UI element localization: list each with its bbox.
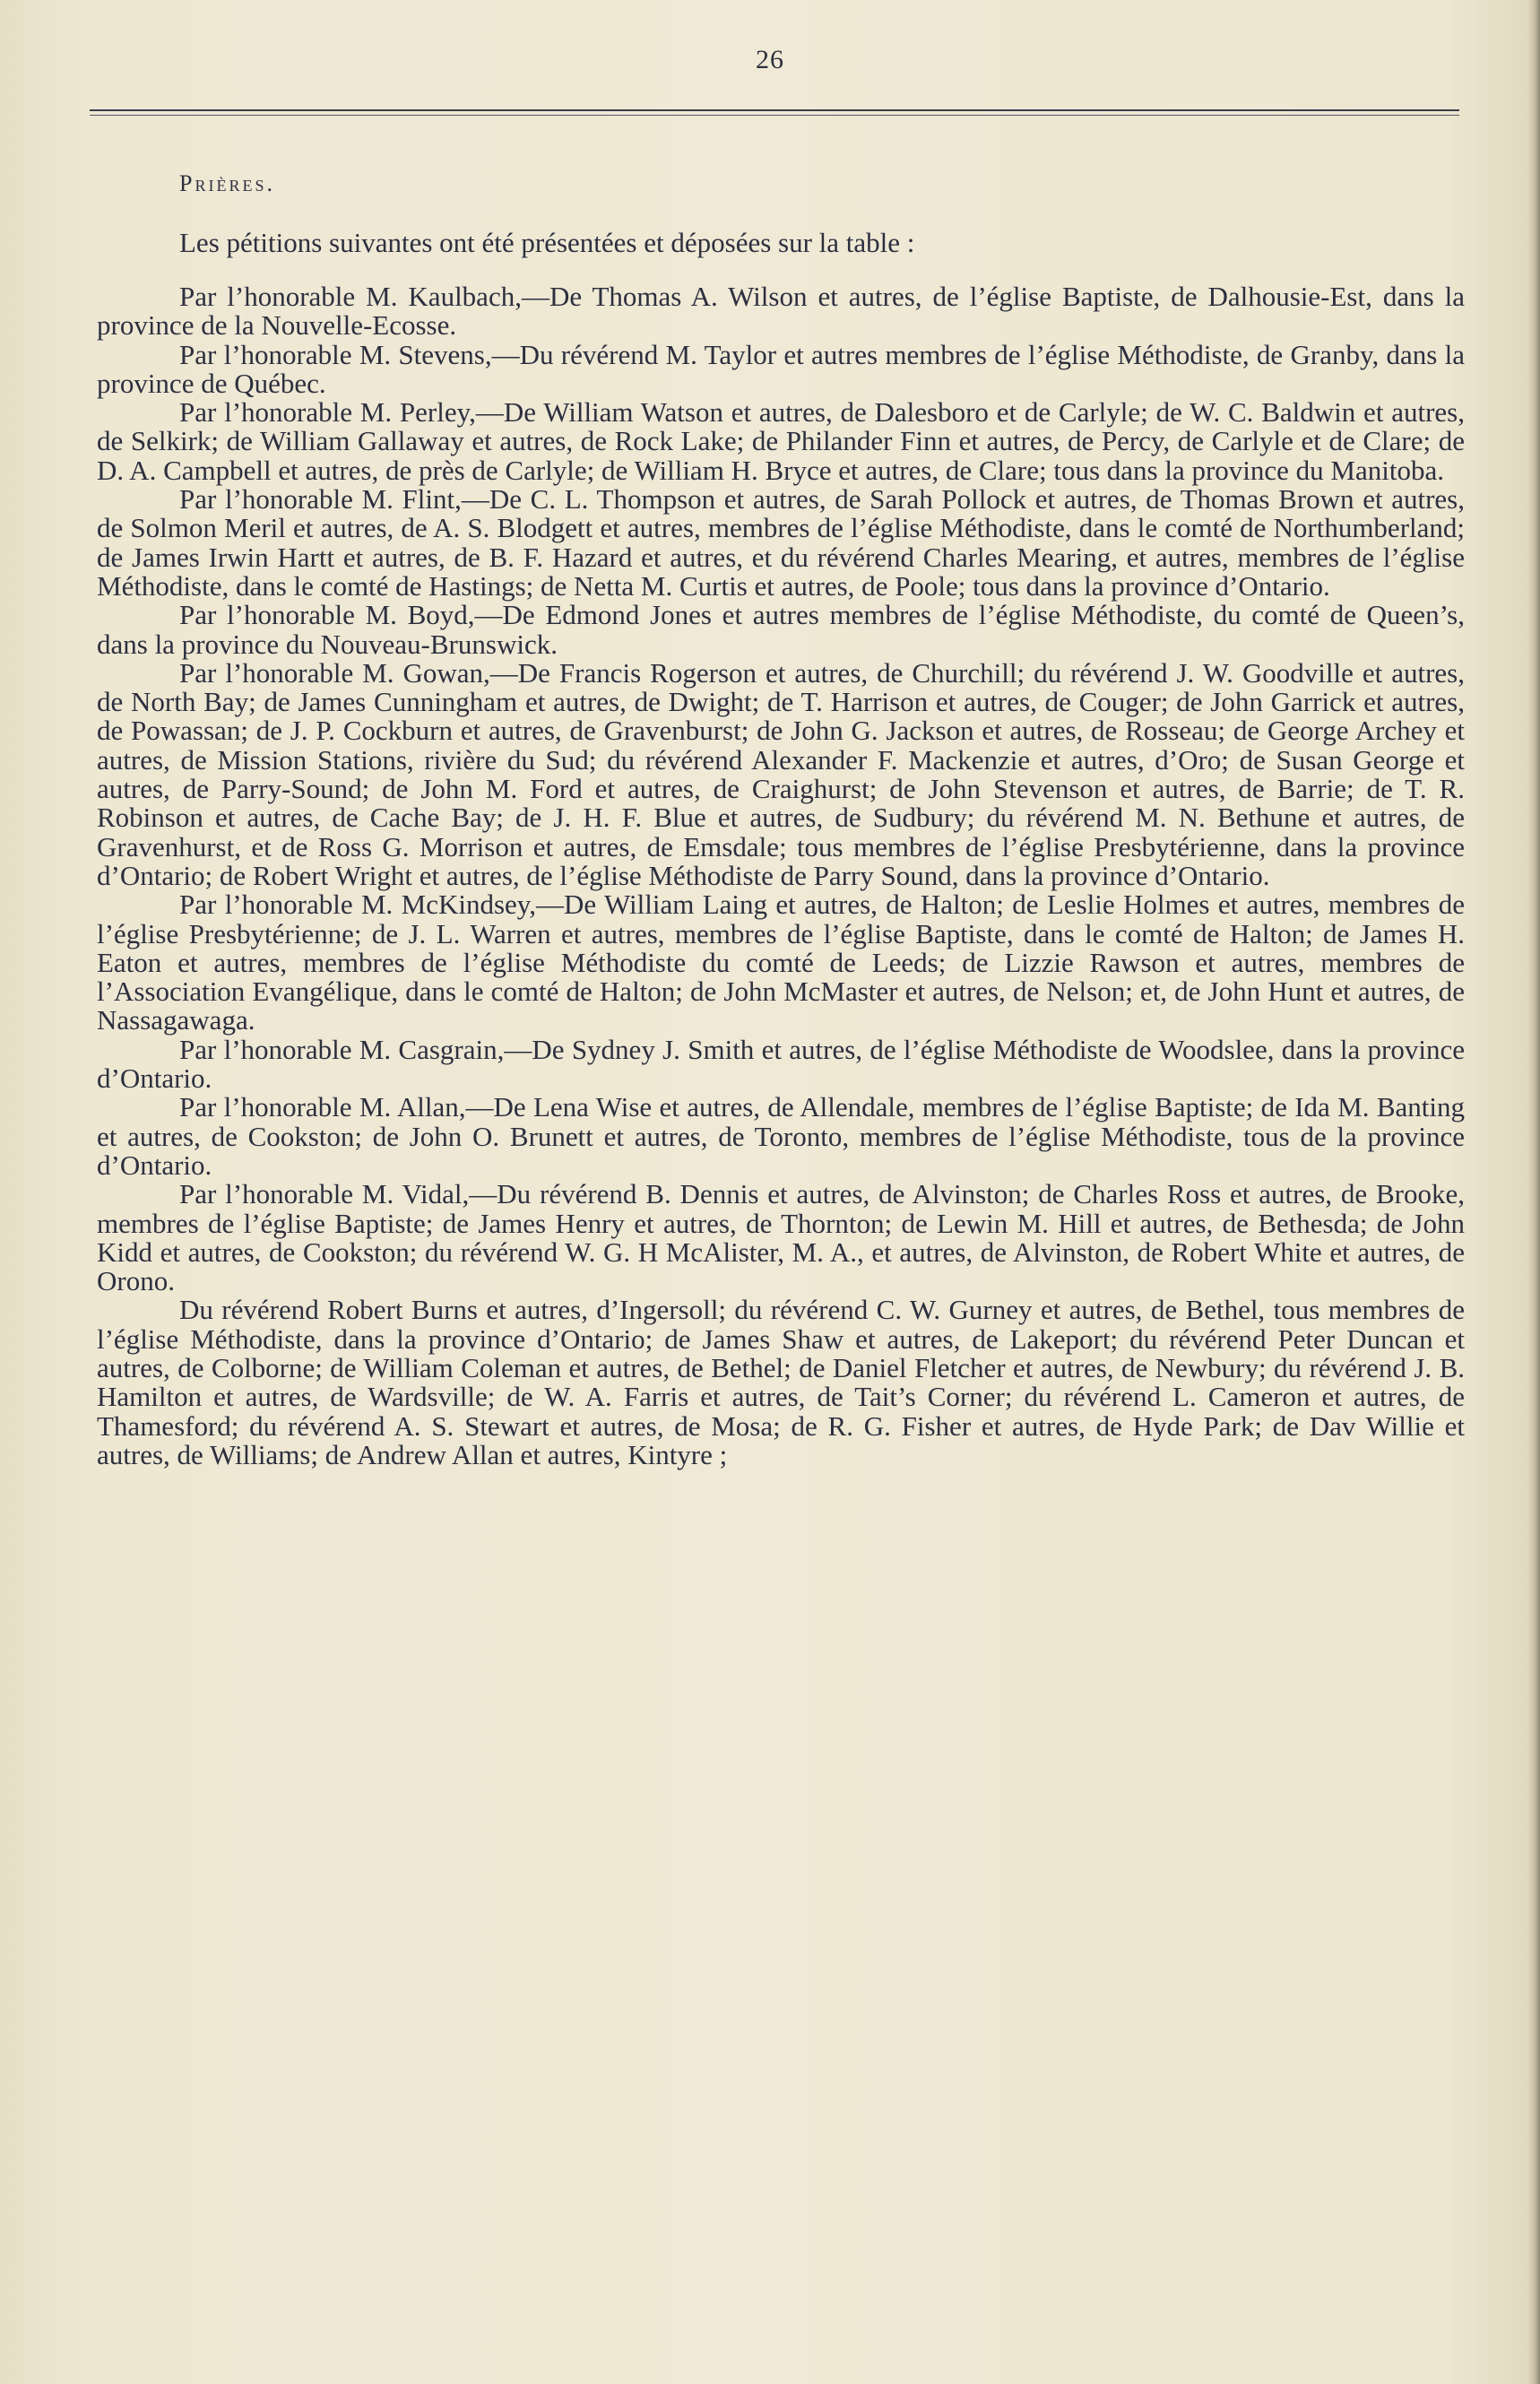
- page-number: 26: [756, 45, 784, 74]
- paragraph-casgrain: Par l’honorable M. Casgrain,—De Sydney J. Smith et autres, de l’église Méthodiste de Woodslee, dans la province d’Ontario.: [97, 1033, 1465, 1095]
- section-heading: Prières.: [179, 170, 275, 196]
- paragraph-stevens: Par l’honorable M. Stevens,—Du révérend M. Taylor et autres membres de l’église Méthodiste, de Granby, dans la province de Québec.: [97, 338, 1465, 399]
- paragraph-burns: Du révérend Robert Burns et autres, d’Ingersoll; du révérend C. W. Gurney et autres, de Bethel, tous membres de l’église Méthodiste, dans la province d’Ontario; de James Shaw et autres, de Lakeport; du révérend Peter Duncan et autres, de Colborne; de William Coleman et autres, de Bethel; de Daniel Fletcher et autres, de Newbury; du révérend J. B. Hamilton et autres, de Wardsville; de W. A. Farris et autres, de Tait’s Corner; du révérend L. Cameron et autres, de Thamesford; du révérend A. S. Stewart et autres, de Mosa; de R. G. Fisher et autres, de Hyde Park; de Dav Willie et autres, de Williams; de Andrew Allan et autres, Kintyre ;: [97, 1294, 1465, 1470]
- paragraph-gowan: Par l’honorable M. Gowan,—De Francis Rogerson et autres, de Churchill; du révérend J. W. Goodville et autres, de North Bay; de James Cunningham et autres, de Dwight; de T. Harrison et autres, de Couger; de John Garrick et autres, de Powassan; de J. P. Cockburn et autres, de Gravenburst; de John G. Jackson et autres, de Rosseau; de George Archey et autres, de Mission Stations, rivière du Sud; du révérend Alexander F. Mackenzie et autres, d’Oro; de Susan George et autres, de Parry-Sound; de John M. Ford et autres, de Craighurst; de John Stevenson et autres, de Barrie; de T. R. Robinson et autres, de Cache Bay; de J. H. F. Blue et autres, de Sudbury; du révérend M. N. Bethune et autres, de Gravenhurst, et de Ross G. Morrison et autres, de Emsdale; tous membres de l’église Presbytérienne, dans la province d’Ontario; de Robert Wright et autres, de l’église Méthodiste de Parry Sound, dans la province d’Ontario.: [97, 656, 1465, 891]
- petitions-body: [97, 282, 1465, 1469]
- page-edge-shadow: [1527, 0, 1540, 2384]
- paragraph-allan: Par l’honorable M. Allan,—De Lena Wise et autres, de Allendale, membres de l’église Baptiste; de Ida M. Banting et autres, de Cookston; de John O. Brunett et autres, de Toronto, membres de l’église Méthodiste, tous de la province d’Ontario.: [97, 1091, 1465, 1181]
- paragraph-kaulbach: Par l’honorable M. Kaulbach,—De Thomas A. Wilson et autres, de l’église Baptiste, de Dalhousie-Est, dans la province de la Nouvelle-Ecosse.: [97, 281, 1465, 342]
- header-rule-thin: [90, 115, 1459, 116]
- paragraph-flint: Par l’honorable M. Flint,—De C. L. Thompson et autres, de Sarah Pollock et autres, de Thomas Brown et autres, de Solmon Meril et autres, de A. S. Blodgett et autres, membres de l’église Méthodiste, dans le comté de Northumberland; de James Irwin Hartt et autres, de B. F. Hazard et autres, et du révérend Charles Mearing, et autres, membres de l’église Méthodiste, dans le comté de Hastings; de Netta M. Curtis et autres, de Poole; tous dans la province d’Ontario.: [97, 483, 1465, 602]
- intro-sentence: Les pétitions suivantes ont été présentées et déposées sur la table :: [179, 227, 915, 258]
- paragraph-mckindsey: Par l’honorable M. McKindsey,—De William Laing et autres, de Halton; de Leslie Holmes et autres, membres de l’église Presbytérienne; de J. L. Warren et autres, membres de l’église Baptiste, dans le comté de Halton; de James H. Eaton et autres, membres de l’église Méthodiste du comté de Leeds; de Lizzie Rawson et autres, membres de l’Association Evangélique, dans le comté de Halton; de John McMaster et autres, de Nelson; et, de John Hunt et autres, de Nassagawaga.: [97, 889, 1465, 1036]
- paragraph-boyd: Par l’honorable M. Boyd,—De Edmond Jones et autres membres de l’église Méthodiste, du comté de Queen’s, dans la province du Nouveau-Brunswick.: [97, 599, 1465, 660]
- paragraph-perley: Par l’honorable M. Perley,—De William Watson et autres, de Dalesboro et de Carlyle; de W. C. Baldwin et autres, de Selkirk; de William Gallaway et autres, de Rock Lake; de Philander Finn et autres, de Percy, de Carlyle et de Clare; de D. A. Campbell et autres, de près de Carlyle; de William H. Bryce et autres, de Clare; tous dans la province du Manitoba.: [97, 396, 1465, 486]
- paragraph-vidal: Par l’honorable M. Vidal,—Du révérend B. Dennis et autres, de Alvinston; de Charles Ross et autres, de Brooke, membres de l’église Baptiste; de James Henry et autres, de Thornton; de Lewin M. Hill et autres, de Bethesda; de John Kidd et autres, de Cookston; du révérend W. G. H McAlister, M. A., et autres, de Alvinston, de Robert White et autres, de Orono.: [97, 1178, 1465, 1297]
- header-rule: [90, 109, 1459, 111]
